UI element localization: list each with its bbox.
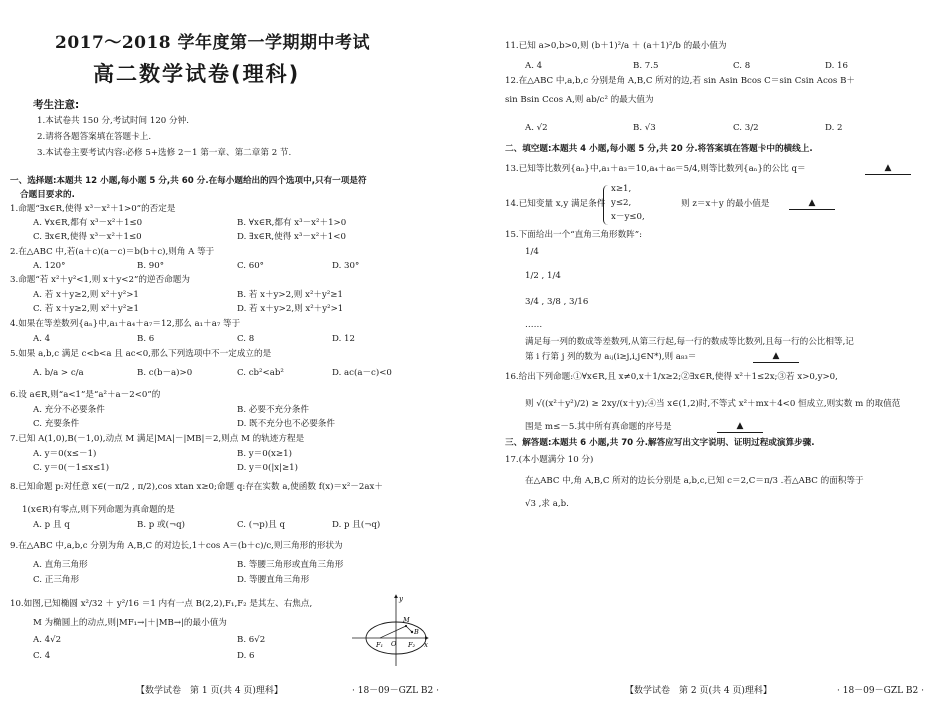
q12-stem-line1: 12.在△ABC 中,a,b,c 分别是角 A,B,C 所对的边,若 sin Asin Bcos C＝sin Csin Acos B＋ — [505, 76, 855, 86]
q15-blank-mark: ▲ — [772, 351, 780, 361]
q6-option-a: A. 充分不必要条件 — [33, 405, 105, 415]
q9-stem: 9.在△ABC 中,a,b,c 分别为角 A,B,C 的对边长,1＋cos A＝(b＋c)/c,则三角形的形状为 — [10, 541, 343, 551]
q8-option-a: A. p 且 q — [33, 520, 70, 530]
q15-dots: …… — [525, 320, 543, 330]
section3-heading: 三、解答题:本题共 6 小题,共 70 分.解答应写出文字说明、证明过程或演算步骤. — [505, 438, 815, 448]
q16-blank-mark: ▲ — [736, 421, 744, 431]
q10-stem-line2: M 为椭圆上的动点,则|MF₁→|＋|MB→|的最小值为 — [33, 618, 227, 628]
q4-stem: 4.如果在等差数列{aₙ}中,a₁＋a₄＋a₇＝12,那么 a₁＋a₇ 等于 — [10, 319, 241, 329]
q10-option-b: B. 6√2 — [237, 635, 266, 645]
q5-option-d: D. ac(a－c)<0 — [332, 368, 392, 378]
page2-footer-left: 【数学试卷 第 2 页(共 4 页)理科】 — [625, 686, 772, 696]
section1-heading-line1: 一、选择题:本题共 12 小题,每小题 5 分,共 60 分.在每小题给出的四个选项中,只有一项是符 — [10, 176, 367, 186]
q12-option-a: A. √2 — [525, 123, 548, 133]
ellipse-figure — [350, 592, 430, 668]
q6-option-d: D. 既不充分也不必要条件 — [237, 419, 335, 429]
q16-line1: 16.给出下列命题:①∀x∈R,且 x≠0,x＋1/x≥2;②∃x∈R,使得 x²＋1≤2x;③若 x>0,y>0, — [505, 372, 838, 382]
label-y: y — [399, 595, 403, 603]
label-m: M — [403, 616, 410, 624]
q2-option-a: A. 120° — [33, 261, 66, 271]
q8-stem-line1: 8.已知命题 p:对任意 x∈(－π/2 , π/2),cos xtan x≥0;命题 q:存在实数 a,使函数 f(x)＝x²－2ax＋ — [10, 482, 383, 492]
q16-answer-blank — [717, 421, 763, 433]
q15-text-line1: 满足每一列的数成等差数列,从第三行起,每一行的数成等比数列,且每一行的公比相等,记 — [525, 337, 854, 347]
q6-option-c: C. 充要条件 — [33, 419, 80, 429]
q14-brace — [603, 185, 608, 225]
notice-2: 2.请将各题答案填在答题卡上. — [37, 132, 152, 142]
q12-option-b: B. √3 — [633, 123, 656, 133]
section1-heading-line2: 合题目要求的. — [20, 190, 75, 200]
q14-answer-blank — [789, 198, 835, 210]
q15-stem: 15.下面给出一个“直角三角形数阵”: — [505, 230, 643, 240]
q17-line2: √3 ,求 a,b. — [525, 499, 569, 509]
q15-row-3: 3/4 , 3/8 , 3/16 — [525, 297, 589, 307]
q7-stem: 7.已知 A(1,0),B(－1,0),动点 M 满足|MA|－|MB|＝2,则点 M 的轨迹方程是 — [10, 434, 305, 444]
q2-option-c: C. 60° — [237, 261, 264, 271]
q4-option-d: D. 12 — [332, 334, 355, 344]
q8-option-c: C. (¬p)且 q — [237, 520, 285, 530]
exam-title: 2017～2018 学年度第一学期期中考试 — [55, 33, 371, 53]
q14-condition-3: x－y≤0, — [611, 212, 645, 222]
q15-answer-blank — [753, 351, 799, 363]
q12-stem-line2: sin Bsin Ccos A,则 ab/c² 的最大值为 — [505, 95, 654, 105]
q2-stem: 2.在△ABC 中,若(a＋c)(a－c)＝b(b＋c),则角 A 等于 — [10, 247, 215, 257]
label-b: B — [414, 628, 419, 636]
q9-option-b: B. 等腰三角形或直角三角形 — [237, 560, 344, 570]
q15-text-line2: 第 i 行第 j 列的数为 aᵢⱼ(i≥j,i,j∈N*),则 a₈₃＝ — [525, 352, 697, 362]
q15-row-2: 1/2 , 1/4 — [525, 271, 561, 281]
q11-option-a: A. 4 — [525, 61, 543, 71]
q3-option-a: A. 若 x＋y≥2,则 x²＋y²>1 — [33, 290, 139, 300]
point-b — [411, 631, 413, 633]
q10-option-a: A. 4√2 — [33, 635, 62, 645]
q10-stem-line1: 10.如图,已知椭圆 x²/32 ＋ y²/16 ＝1 内有一点 B(2,2),F₁,F₂ 是其左、右焦点, — [10, 599, 313, 609]
q3-stem: 3.命题“若 x²＋y²<1,则 x＋y<2”的逆否命题为 — [10, 275, 190, 285]
q16-line3: 围是 m≤－5.其中所有真命题的序号是 — [525, 422, 672, 432]
q2-option-d: D. 30° — [332, 261, 360, 271]
q17-line1: 在△ABC 中,角 A,B,C 所对的边长分别是 a,b,c,已知 c＝2,C＝π/3 .若△ABC 的面积等于 — [525, 476, 864, 486]
notice-heading: 考生注意: — [33, 99, 80, 111]
exam-subtitle: 高二数学试卷(理科) — [93, 62, 301, 86]
q14-condition-1: x≥1, — [611, 184, 632, 194]
q6-option-b: B. 必要不充分条件 — [237, 405, 309, 415]
q11-stem: 11.已知 a>0,b>0,则 (b＋1)²/a ＋ (a＋1)²/b 的最小值为 — [505, 41, 727, 51]
q4-option-a: A. 4 — [33, 334, 51, 344]
segment-m-b — [406, 626, 412, 632]
q10-option-c: C. 4 — [33, 651, 51, 661]
label-f2: F₂ — [408, 641, 416, 649]
q9-option-d: D. 等腰直角三角形 — [237, 575, 310, 585]
q17-label: 17.(本小题满分 10 分) — [505, 455, 594, 465]
q12-option-c: C. 3/2 — [733, 123, 759, 133]
label-origin: O — [391, 640, 397, 648]
q1-option-d: D. ∃x∈R,使得 x³－x²＋1<0 — [237, 232, 346, 242]
segment-f1-m — [380, 626, 406, 638]
q6-stem: 6.设 a∈R,则“a<1”是“a²＋a－2<0”的 — [10, 390, 161, 400]
q2-option-b: B. 90° — [137, 261, 165, 271]
q11-option-d: D. 16 — [825, 61, 848, 71]
q4-option-c: C. 8 — [237, 334, 255, 344]
q1-option-b: B. ∀x∈R,都有 x³－x²＋1>0 — [237, 218, 347, 228]
q13-answer-blank — [865, 163, 911, 175]
q5-option-b: B. c(b－a)>0 — [137, 368, 193, 378]
q8-stem-line2: 1(x∈R)有零点,则下列命题为真命题的是 — [22, 505, 175, 515]
q1-option-c: C. ∃x∈R,使得 x³－x²＋1≤0 — [33, 232, 142, 242]
point-m — [405, 625, 407, 627]
notice-1: 1.本试卷共 150 分,考试时间 120 分钟. — [37, 116, 189, 126]
page1-footer-right: · 18－09－GZL B2 · — [352, 686, 439, 696]
q14-blank-mark: ▲ — [808, 198, 816, 208]
label-x: x — [424, 641, 428, 649]
q7-option-b: B. y＝0(x≥1) — [237, 449, 292, 459]
q14-tail: 则 z＝x＋y 的最小值是 — [681, 199, 770, 209]
q13-stem: 13.已知等比数列{aₙ}中,a₁＋a₃＝10,a₄＋a₆＝5/4,则等比数列{aₙ}的公比 q＝ — [505, 164, 806, 174]
q5-stem: 5.如果 a,b,c 满足 c<b<a 且 ac<0,那么下列选项中不一定成立的是 — [10, 349, 272, 359]
q7-option-d: D. y＝0(|x|≥1) — [237, 463, 298, 473]
notice-3: 3.本试卷主要考试内容:必修 5+选修 2－1 第一章、第二章第 2 节. — [37, 148, 292, 158]
q3-option-c: C. 若 x＋y≥2,则 x²＋y²≥1 — [33, 304, 139, 314]
q3-option-b: B. 若 x＋y>2,则 x²＋y²≥1 — [237, 290, 343, 300]
q13-blank-mark: ▲ — [884, 163, 892, 173]
q12-option-d: D. 2 — [825, 123, 843, 133]
q14-stem: 14.已知变量 x,y 满足条件 — [505, 199, 606, 209]
q5-option-c: C. cb²<ab² — [237, 368, 284, 378]
q5-option-a: A. b/a > c/a — [33, 368, 84, 378]
q8-option-d: D. p 且(¬q) — [332, 520, 381, 530]
q11-option-c: C. 8 — [733, 61, 751, 71]
page2-footer-right: · 18－09－GZL B2 · — [837, 686, 924, 696]
q11-option-b: B. 7.5 — [633, 61, 659, 71]
q4-option-b: B. 6 — [137, 334, 155, 344]
q7-option-c: C. y＝0(－1≤x≤1) — [33, 463, 110, 473]
q9-option-c: C. 正三角形 — [33, 575, 80, 585]
q9-option-a: A. 直角三角形 — [33, 560, 88, 570]
q10-option-d: D. 6 — [237, 651, 255, 661]
q8-option-b: B. p 或(¬q) — [137, 520, 186, 530]
q1-stem: 1.命题“∃x∈R,使得 x³－x²＋1>0”的否定是 — [10, 204, 176, 214]
page1-footer-left: 【数学试卷 第 1 页(共 4 页)理科】 — [136, 686, 283, 696]
section2-heading: 二、填空题:本题共 4 小题,每小题 5 分,共 20 分.将答案填在答题卡中的横线上. — [505, 144, 813, 154]
q15-row-1: 1/4 — [525, 247, 539, 257]
q3-option-d: D. 若 x＋y>2,则 x²＋y²>1 — [237, 304, 344, 314]
q1-option-a: A. ∀x∈R,都有 x³－x²＋1≤0 — [33, 218, 143, 228]
q16-line2: 则 √((x²＋y²)/2) ≥ 2xy/(x＋y);④当 x∈(1,2)时,不等式 x²＋mx＋4<0 恒成立,则实数 m 的取值范 — [525, 399, 901, 409]
q7-option-a: A. y＝0(x≤－1) — [33, 449, 97, 459]
q14-condition-2: y≤2, — [611, 198, 632, 208]
label-f1: F₁ — [376, 641, 384, 649]
